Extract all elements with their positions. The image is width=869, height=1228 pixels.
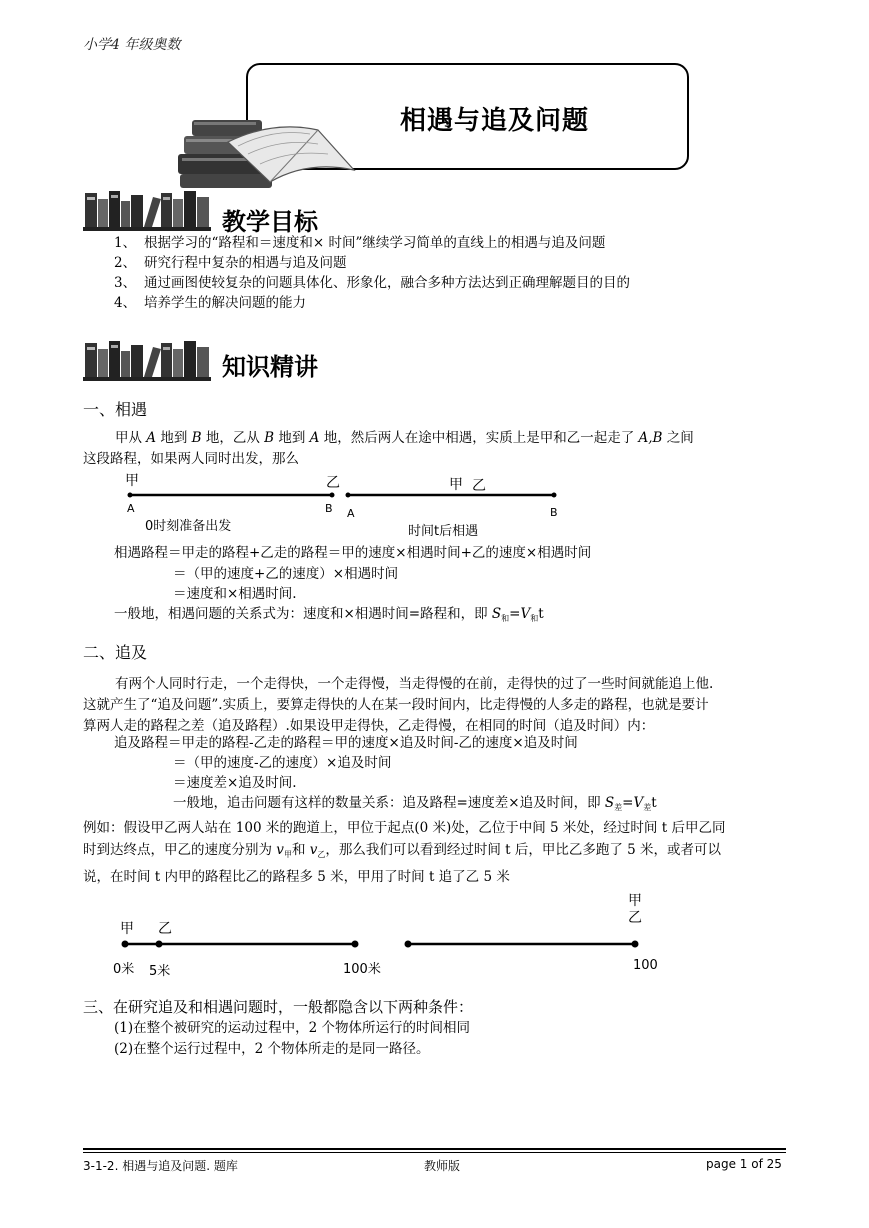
label-0m: 0米 bbox=[113, 962, 135, 977]
label-B: B bbox=[550, 506, 558, 519]
condition-2: (2)在整个运行过程中，2 个物体所走的是同一路径。 bbox=[114, 1041, 430, 1057]
goal-item: 4、 培养学生的解决问题的能力 bbox=[114, 295, 306, 311]
footer-doc-name: 3-1-2. 相遇与追及问题. 题库 bbox=[83, 1159, 238, 1173]
goal-item: 1、 根据学习的“路程和＝速度和× 时间”继续学习简单的直线上的相遇与追及问题 bbox=[114, 235, 606, 251]
footer-page-number: page 1 of 25 bbox=[706, 1157, 782, 1171]
heading-meet: 一、相遇 bbox=[83, 400, 148, 419]
meet-formula-4: 一般地，相遇问题的关系式为：速度和×相遇时间=路程和，即 $S_和=V_和t$ bbox=[114, 606, 544, 623]
books-illustration bbox=[178, 112, 358, 190]
caption-start: 0时刻准备出发 bbox=[145, 519, 232, 534]
page-title: 相遇与追及问题 bbox=[400, 106, 590, 136]
label-B: B bbox=[325, 502, 333, 515]
footer-edition: 教师版 bbox=[424, 1159, 461, 1173]
goal-item: 3、 通过画图使较复杂的问题具体化、形象化，融合多种方法达到正确理解题目的目的 bbox=[114, 275, 630, 291]
bookshelf-icon bbox=[83, 187, 211, 231]
meet-formula-3: ＝速度和×相遇时间. bbox=[173, 586, 297, 602]
chase-diagram bbox=[115, 930, 655, 960]
header-page-label: 小学4 年级奥数 bbox=[83, 37, 181, 53]
label-jia: 甲 bbox=[449, 477, 463, 493]
condition-1: (1)在整个被研究的运动过程中，2 个物体所运行的时间相同 bbox=[114, 1020, 471, 1036]
chase-formula-2: ＝（甲的速度-乙的速度）×追及时间 bbox=[173, 755, 392, 771]
label-jia: 甲 bbox=[120, 921, 134, 937]
chase-formula-4: 一般地，追击问题有这样的数量关系：追及路程=速度差×追及时间，即 $S_差=V_差t$ bbox=[173, 795, 657, 812]
meet-intro: 甲从 A 地到 B 地，乙从 B 地到 A 地，然后两人在途中相遇，实质上是甲和乙一起走了 A,B 之间 这段路程，如果两人同时出发，那么 bbox=[83, 430, 694, 467]
label-yi: 乙 bbox=[326, 475, 340, 491]
chase-intro: 有两个人同时行走，一个走得快，一个走得慢，当走得慢的在前，走得快的过了一些时间就能追上他. 这就产生了“追及问题”.实质上，要算走得快的人在某一段时间内，比走得慢的人多走的路程，也就是要计 算两人走的路程之差（追及路程）.如果设甲走得快，乙走得慢，在相同的时间（追及时间）内： bbox=[83, 676, 714, 734]
chase-formula-3: ＝速度差×追及时间. bbox=[173, 775, 297, 791]
label-yi: 乙 bbox=[158, 921, 172, 937]
section-title-goals: 教学目标 bbox=[222, 208, 318, 236]
label-5m: 5米 bbox=[149, 964, 171, 979]
label-100: 100 bbox=[633, 958, 658, 973]
goal-item: 2、 研究行程中复杂的相遇与追及问题 bbox=[114, 255, 347, 271]
meet-formula-2: ＝（甲的速度+乙的速度）×相遇时间 bbox=[173, 566, 399, 582]
heading-conditions: 三、在研究追及和相遇问题时，一般都隐含以下两种条件： bbox=[83, 998, 474, 1016]
label-A: A bbox=[347, 507, 355, 520]
caption-meet: 时间t后相遇 bbox=[408, 524, 479, 539]
heading-chase: 二、追及 bbox=[83, 643, 148, 662]
label-jia: 甲 bbox=[125, 473, 139, 489]
footer-rule bbox=[83, 1148, 786, 1150]
chase-formula-1: 追及路程＝甲走的路程-乙走的路程＝甲的速度×追及时间-乙的速度×追及时间 bbox=[114, 735, 578, 751]
label-yi: 乙 bbox=[628, 910, 642, 926]
label-A: A bbox=[127, 502, 135, 515]
chase-example: 例如：假设甲乙两人站在 100 米的跑道上，甲位于起点(0 米)处，乙位于中间 5 米处，经过时间 t 后甲乙同 时到达终点，甲乙的速度分别为 $v_甲$和 $v_乙$，那么我们可以看到经过时间 t 后，甲比乙多跑了 5 米，或者可以 说，在时间 t 内甲的路程比乙的路程多 5 米，甲用了时间 t 追了乙 5 米 bbox=[83, 820, 726, 885]
goals-list bbox=[114, 233, 754, 313]
label-jia: 甲 bbox=[628, 893, 642, 909]
section-title-knowledge: 知识精讲 bbox=[222, 353, 318, 381]
footer-rule bbox=[83, 1152, 786, 1153]
meet-formula-1: 相遇路程＝甲走的路程+乙走的路程＝甲的速度×相遇时间+乙的速度×相遇时间 bbox=[114, 545, 592, 561]
label-100m: 100米 bbox=[343, 962, 381, 977]
bookshelf-icon bbox=[83, 337, 211, 381]
label-yi: 乙 bbox=[472, 478, 486, 494]
